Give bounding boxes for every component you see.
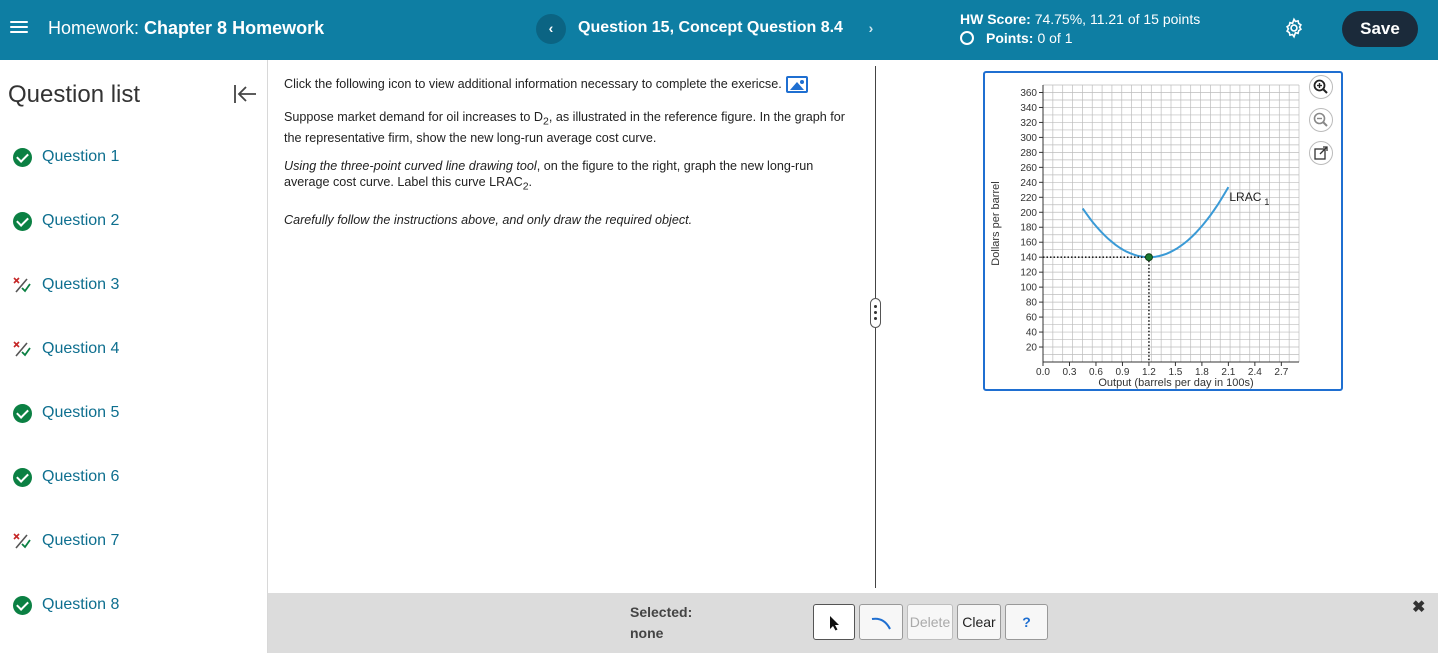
- question-list-title: Question list: [8, 81, 141, 108]
- zoom-out-icon: [1310, 109, 1332, 131]
- question-list-item-label: Question 7: [42, 532, 120, 549]
- lrac-label: LRAC: [1229, 190, 1262, 205]
- y-tick-label: 160: [1020, 237, 1037, 249]
- x-tick-label: 0.3: [1062, 367, 1077, 378]
- zoom-in-button[interactable]: [1309, 75, 1333, 99]
- y-tick-label: 140: [1020, 252, 1037, 264]
- check-icon: [12, 467, 32, 487]
- graph-panel[interactable]: [983, 71, 1343, 391]
- instruction-reference: [284, 74, 854, 95]
- previous-question-button[interactable]: ‹: [536, 14, 566, 44]
- question-list-item[interactable]: [12, 400, 119, 426]
- instruction-caution: Carefully follow the instructions above, and only draw the required object.: [284, 213, 693, 228]
- question-list-item-label: Question 6: [42, 468, 120, 485]
- curve-tool-button[interactable]: [859, 604, 903, 640]
- hw-score-label: HW Score:: [960, 11, 1031, 27]
- clear-button[interactable]: Clear: [957, 604, 1001, 640]
- points-status-icon: [960, 31, 974, 45]
- y-tick-label: 300: [1020, 132, 1037, 144]
- hw-score-value: 74.75%, 11.21 of 15 points: [1034, 11, 1201, 27]
- question-list-item[interactable]: [12, 144, 119, 170]
- x-tick-label: 0.6: [1089, 367, 1103, 378]
- y-tick-label: 280: [1020, 147, 1037, 159]
- top-bar: [0, 0, 1438, 60]
- x-tick-label: 0.0: [1036, 367, 1050, 378]
- scenario-sub: 2: [543, 115, 549, 128]
- external-link-icon: [1310, 142, 1332, 164]
- y-tick-label: 60: [1025, 312, 1037, 324]
- points-value: 0 of 1: [1037, 30, 1073, 46]
- scenario-text-b: , as illustrated in the reference figure. In the graph for the representative firm, show the new long-run average cost curve.: [284, 110, 845, 145]
- question-list-item-label: Question 1: [42, 148, 120, 165]
- question-title: Question 15, Concept Question 8.4: [578, 19, 843, 36]
- gear-icon[interactable]: [1283, 17, 1305, 39]
- zoom-out-button[interactable]: [1309, 108, 1333, 132]
- question-list-item-label: Question 8: [42, 596, 120, 613]
- question-list-item-label: Question 3: [42, 276, 120, 293]
- y-tick-label: 220: [1020, 192, 1037, 204]
- partial-credit-icon: [12, 531, 32, 551]
- question-list-item[interactable]: [12, 464, 119, 490]
- homework-label: Homework:: [48, 18, 140, 38]
- question-list-item[interactable]: [12, 592, 119, 618]
- question-list-item[interactable]: [12, 208, 119, 234]
- lrac-label-sub: 1: [1264, 197, 1270, 208]
- cursor-arrow-icon: [827, 615, 841, 631]
- tool-text-b: , on the figure to the right, graph the new long-run average cost curve. Label this curve LRAC: [284, 158, 814, 189]
- x-tick-label: 2.1: [1221, 367, 1236, 378]
- y-tick-label: 320: [1020, 117, 1037, 129]
- x-tick-label: 1.5: [1168, 367, 1183, 378]
- check-icon: [12, 147, 32, 167]
- question-list-item-label: Question 2: [42, 212, 120, 229]
- instruction-reference-text: Click the following icon to view additional information necessary to complete the exericse.: [284, 77, 782, 91]
- y-tick-label: 100: [1020, 282, 1037, 294]
- y-tick-label: 260: [1020, 162, 1037, 174]
- tool-text-a: Using the three-point curved line drawing tool: [284, 158, 537, 173]
- y-tick-label: 80: [1025, 297, 1037, 309]
- pop-out-button[interactable]: [1309, 141, 1333, 165]
- points: [960, 30, 1072, 46]
- tool-text-c: .: [528, 174, 533, 189]
- help-button[interactable]: ?: [1005, 604, 1048, 640]
- lrac-chart[interactable]: [985, 73, 1341, 389]
- selected-value: none: [630, 625, 664, 641]
- zoom-in-icon: [1310, 76, 1332, 98]
- y-tick-label: 340: [1020, 102, 1037, 114]
- delete-button[interactable]: Delete: [907, 604, 953, 640]
- check-icon: [12, 403, 32, 423]
- y-tick-label: 180: [1020, 222, 1037, 234]
- x-axis-label: Output (barrels per day in 100s): [1098, 377, 1254, 389]
- y-tick-label: 360: [1020, 87, 1037, 99]
- minimum-point[interactable]: [1145, 254, 1152, 261]
- points-label: Points:: [986, 30, 1034, 46]
- question-list-sidebar: [0, 60, 268, 653]
- question-list-item-label: Question 5: [42, 404, 120, 421]
- y-tick-label: 240: [1020, 177, 1037, 189]
- x-tick-label: 1.2: [1141, 367, 1156, 378]
- y-tick-label: 20: [1025, 342, 1037, 354]
- question-list-item-label: Question 4: [42, 340, 120, 357]
- image-icon[interactable]: [786, 76, 808, 93]
- instruction-scenario: [284, 109, 854, 146]
- collapse-sidebar-icon[interactable]: [232, 82, 258, 106]
- save-button[interactable]: Save: [1342, 11, 1418, 47]
- check-icon: [12, 211, 32, 231]
- pane-resize-handle[interactable]: [870, 298, 881, 328]
- next-question-button[interactable]: ›: [868, 20, 874, 36]
- homework-title: [48, 18, 324, 39]
- x-tick-label: 2.7: [1274, 367, 1289, 378]
- x-tick-label: 2.4: [1247, 367, 1262, 378]
- drawing-toolbar: [268, 593, 1438, 653]
- x-tick-label: 0.9: [1115, 367, 1130, 378]
- curved-line-icon: [869, 613, 893, 633]
- y-tick-label: 120: [1020, 267, 1037, 279]
- scenario-text-a: Suppose market demand for oil increases to D: [284, 110, 544, 124]
- partial-credit-icon: [12, 275, 32, 295]
- menu-icon[interactable]: [10, 18, 28, 36]
- selected-label: Selected:: [630, 604, 693, 620]
- y-tick-label: 40: [1025, 327, 1037, 339]
- instruction-tool: [284, 158, 854, 195]
- close-toolbar-button[interactable]: ✖: [1412, 599, 1426, 616]
- y-axis-label: Dollars per barrel: [990, 181, 1002, 266]
- check-icon: [12, 595, 32, 615]
- y-tick-label: 200: [1020, 207, 1037, 219]
- question-list-item[interactable]: [12, 528, 119, 554]
- question-content: [268, 60, 874, 593]
- partial-credit-icon: [12, 339, 32, 359]
- question-list-item[interactable]: [12, 336, 119, 362]
- question-list-item[interactable]: [12, 272, 119, 298]
- homework-name: Chapter 8 Homework: [144, 18, 325, 38]
- tool-sub: 2: [522, 180, 529, 193]
- hw-score: [960, 11, 1200, 27]
- select-tool-button[interactable]: [813, 604, 855, 640]
- x-tick-label: 1.8: [1194, 367, 1209, 378]
